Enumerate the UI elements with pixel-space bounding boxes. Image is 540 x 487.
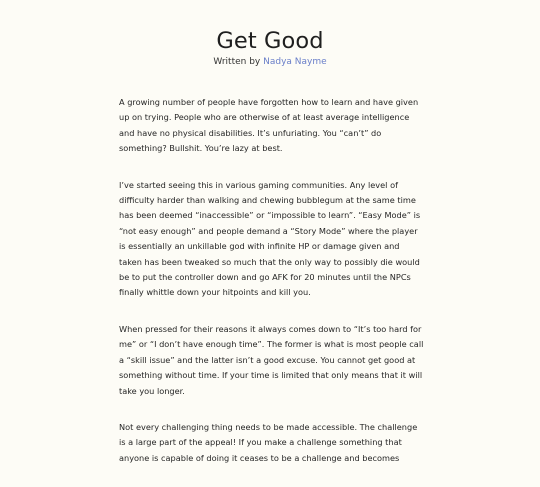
paragraph: Not every challenging thing needs to be made accessible. The challenge is a large part of the appeal! If you make a challenge something that anyone is capable of doing it ceases to be a challenge and becomes [119,421,418,463]
article-title: Get Good [216,28,324,54]
author-link[interactable]: Nadya Nayme [263,57,327,67]
paragraph: I’ve started seeing this in various gaming communities. Any level of difficulty harder than walking and chewing bubblegum at the same time has been deemed “inaccessible” or “impossible to learn”. “Easy Mode” is “not easy enough” and people demand a “Story Mode” where the player is essentially an unkillable god with infinite HP or damage given and taken has been tweaked so much that the only way to possibly die would be to put the controller down and go AFK for 20 minutes until the NPCs finally whittle down your hitpoints and kill you. [119,179,421,298]
article-body [119,95,424,487]
byline [0,56,540,68]
paragraph: When pressed for their reasons it always comes down to “It’s too hard for me” or “I don’t have enough time”. The former is what is most people call a “skill issue” and the latter isn’t a good excuse. You cannot get good at something without time. If your time is limited that only means that it will take you longer. [119,323,424,396]
paragraph: A growing number of people have forgotten how to learn and have given up on trying. People who are otherwise of at least average intelligence and have no physical disabilities. It’s unfuriating. You “can’t” do something? Bullshit. You’re lazy at best. [119,97,419,154]
byline-prefix: Written by [213,57,264,67]
